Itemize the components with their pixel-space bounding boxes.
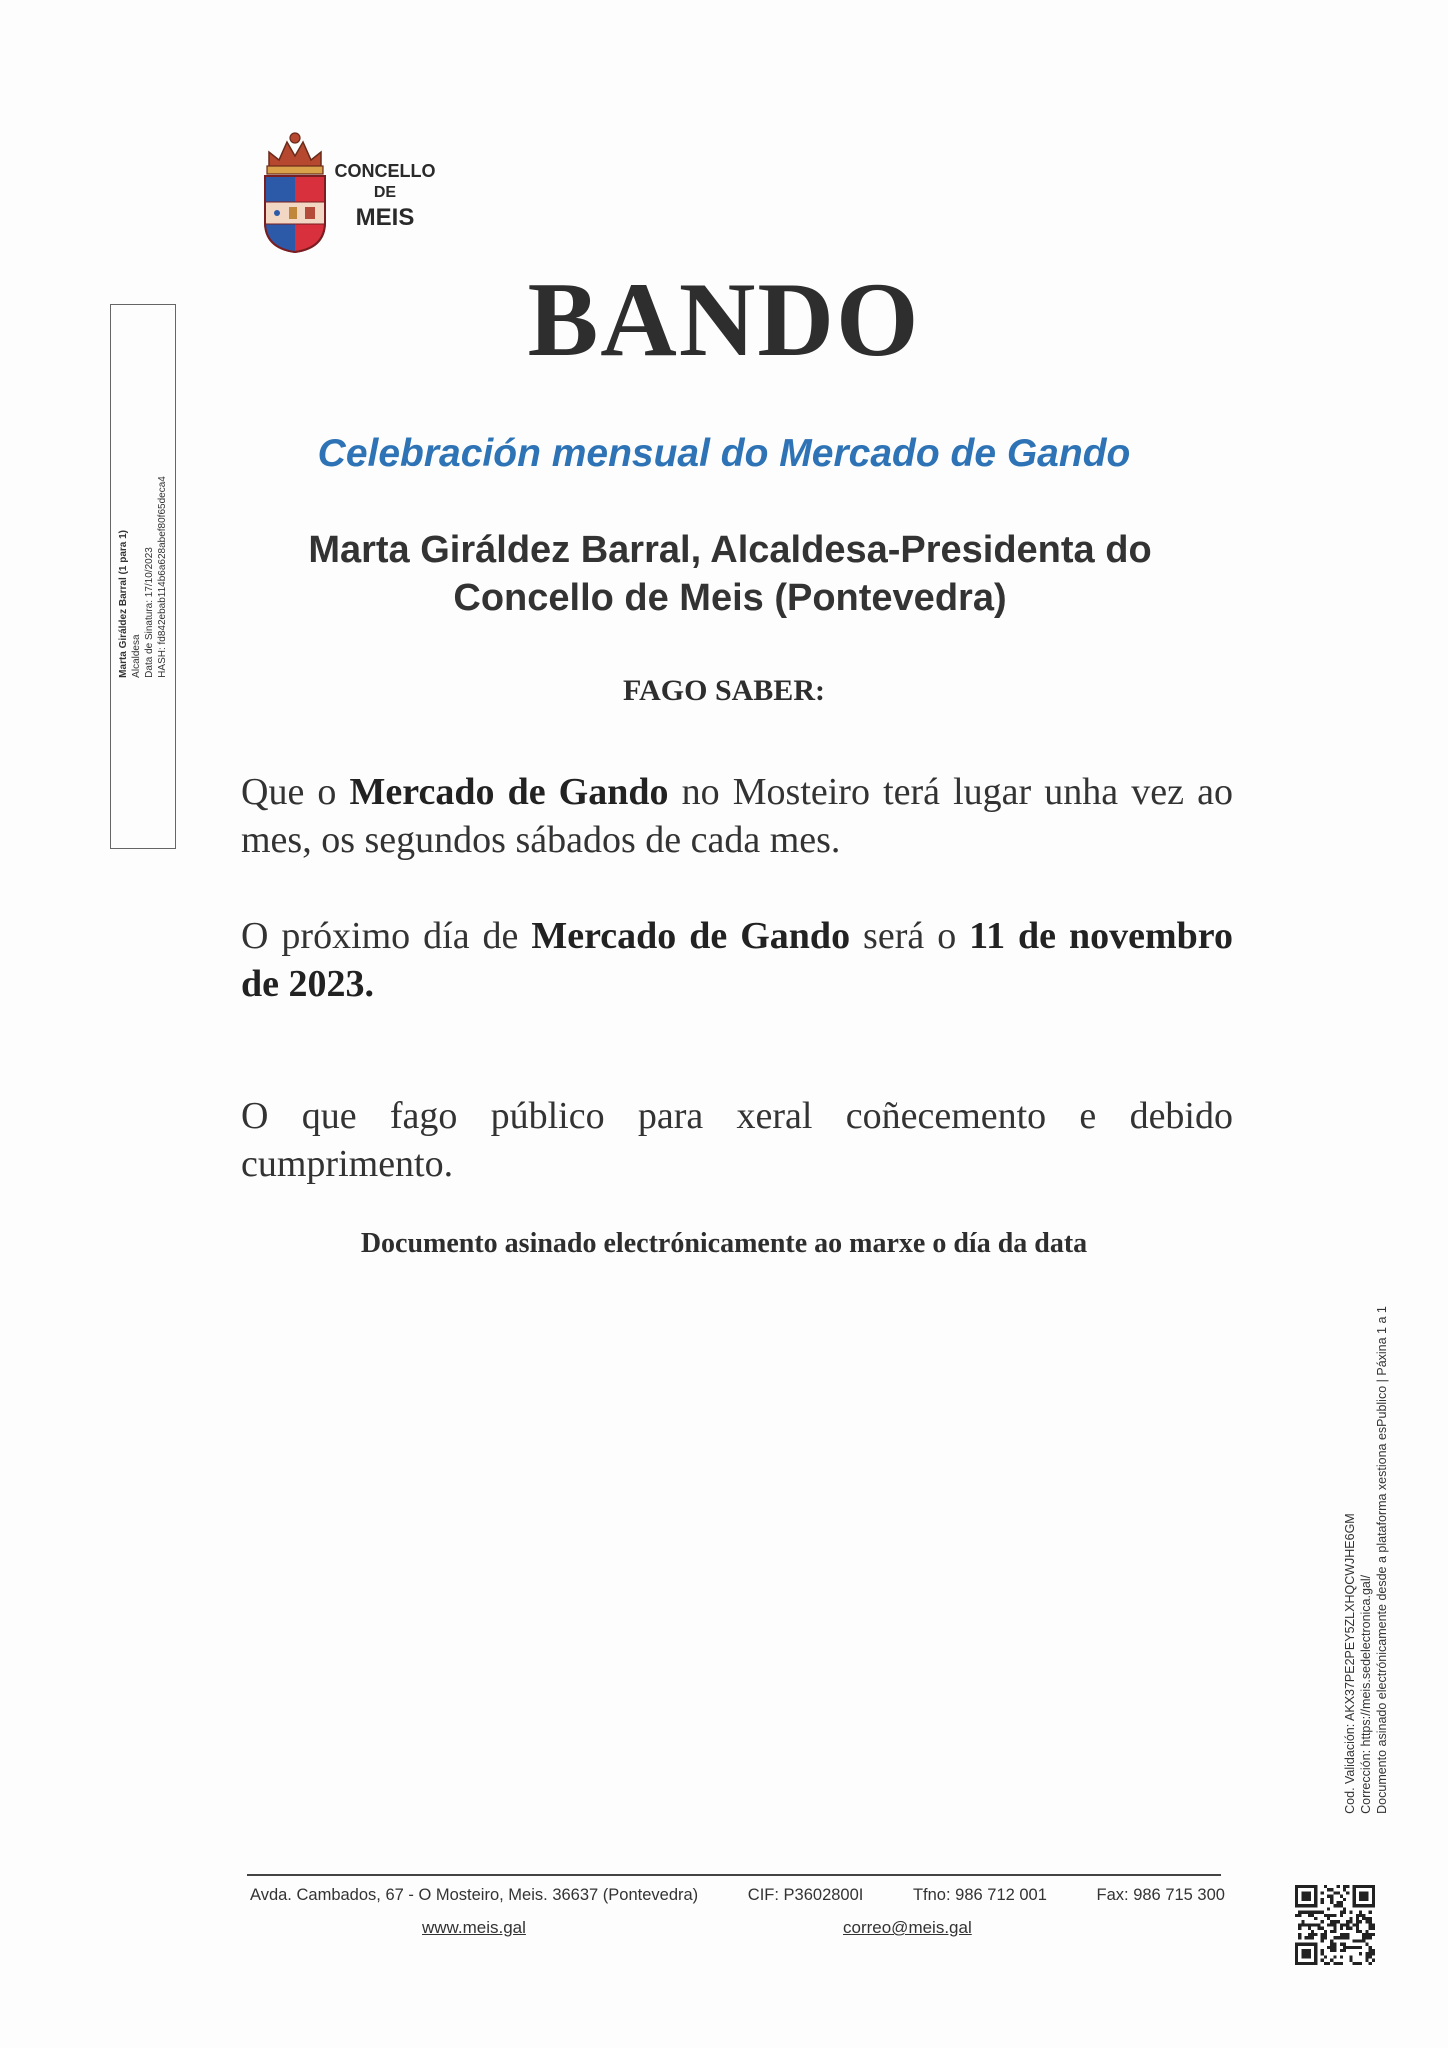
p2-bold: Mercado de Gando [531, 915, 851, 957]
footer-email-link[interactable]: correo@meis.gal [843, 1918, 972, 1937]
signature-box [110, 304, 176, 849]
p1-post: no Mosteiro terá lugar unha vez ao mes, os segundos sábados de cada mes. [241, 771, 1234, 861]
fago-saber-heading: FAGO SABER: [623, 674, 825, 707]
logo-line-1: CONCELLO [334, 161, 436, 181]
paragraph-2 [241, 912, 1233, 1008]
validation-strip [1342, 1306, 1390, 1814]
footer-divider [247, 1874, 1221, 1876]
signature-text [117, 476, 169, 678]
author-block [200, 526, 1260, 622]
paragraph-1 [241, 768, 1233, 864]
footer-address: Avda. Cambados, 67 - O Mosteiro, Meis. 36637 (Pontevedra) [250, 1886, 699, 1904]
document-title: BANDO [527, 261, 921, 378]
signature-role: Alcaldesa [131, 633, 142, 678]
document-subtitle: Celebración mensual do Mercado de Gando [317, 432, 1131, 475]
signature-hash: HASH: fd842ebab114b6a628abef80f65deca4 [157, 475, 168, 678]
signature-date: Data de Sinatura: 17/10/2023 [144, 546, 155, 678]
p2-mid: será o [850, 915, 970, 957]
author-line-2: Concello de Meis (Pontevedra) [453, 577, 1007, 619]
validation-note: Documento asinado electrónicamente desde a plataforma xestiona esPublico | Páxina 1 a 1 [1375, 1306, 1389, 1814]
coat-of-arms-logo [255, 130, 335, 255]
footer-phone: Tfno: 986 712 001 [912, 1886, 1047, 1904]
logo-line-2: DE [373, 183, 397, 201]
p1-bold: Mercado de Gando [349, 771, 669, 813]
paragraph-3: O que fago público para xeral coñecemento e debido cumprimento. [241, 1095, 1233, 1185]
logo-line-3: MEIS [355, 203, 415, 231]
p1-pre: Que o [241, 771, 350, 813]
signed-note: Documento asinado electrónicamente ao marxe o día da data [360, 1228, 1088, 1259]
signature-signer: Marta Giráldez Barral (1 para 1) [118, 529, 129, 678]
p2-date: 11 de novembro de 2023. [241, 915, 1233, 1005]
author-line-1: Marta Giráldez Barral, Alcaldesa-Presidenta do [308, 529, 1152, 571]
logo-text [330, 160, 440, 233]
qr-code-icon [1295, 1885, 1375, 1965]
footer-contact [250, 1886, 1225, 1905]
footer-web-link[interactable]: www.meis.gal [422, 1918, 526, 1937]
validation-url: Corrección: https://meis.sedelectronica.gal/ [1359, 1574, 1373, 1814]
p2-pre: O próximo día de [241, 915, 532, 957]
footer-cif: CIF: P3602800I [747, 1886, 864, 1904]
validation-code: Cod. Validación: AKX37PE2PEY5ZLXHQCWJHE6GM [1343, 1513, 1357, 1814]
footer-fax: Fax: 986 715 300 [1096, 1886, 1225, 1904]
